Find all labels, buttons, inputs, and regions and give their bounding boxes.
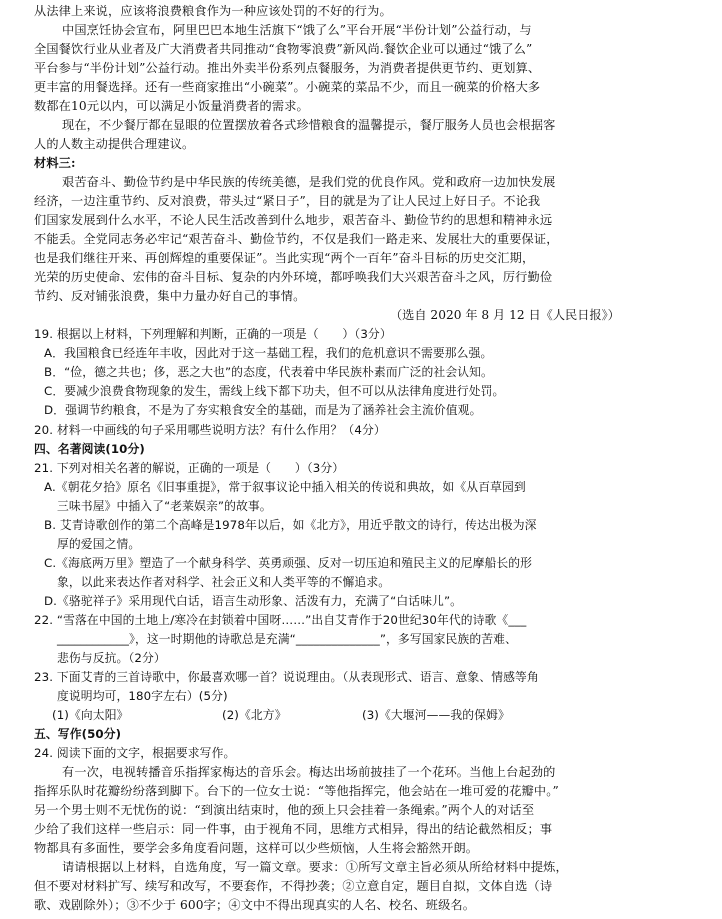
source-citation: （选自 2020 年 8 月 12 日《人民日报》） <box>390 308 620 323</box>
m2-line: 平台参与“半份计划”公益行动。推出外卖半份系列点餐服务，为消费者提供更节约、更划算、 <box>34 61 541 76</box>
q22-line: 悲伤与反抗。（2分） <box>57 650 166 665</box>
q24-line: 歌、戏剧除外）；③不少于 600字；④文中不得出现真实的人名、校名、班级名。 <box>34 898 476 912</box>
q23-line: 度说明均可，180字左右）(5分) <box>57 688 228 703</box>
q24-line: 有一次，电视转播音乐指挥家梅达的音乐会。梅达出场前披挂了一个花环。当他上台起劲的 <box>62 764 556 779</box>
section-5-heading: 五、写作(50分) <box>34 726 122 741</box>
m2-line: 更丰富的用餐选择。还有一些商家推出“小碗菜”。小碗菜的菜品不少，而且一碗菜的价格大多 <box>34 80 541 95</box>
m3-line: 艰苦奋斗、勤俭节约是中华民族的传统美德，是我们党的优良作风。党和政府一边加快发展 <box>62 175 556 190</box>
q22-line: ____________》，这一时期他的诗歌总是充满“______________”，多写国家民族的苦难、 <box>57 631 517 646</box>
q19-option-d: D．强调节约粮食，不是为了夯实粮食安全的基础，而是为了涵养社会主流价值观。 <box>44 403 482 418</box>
m3-line: 也是我们继往开来、再创辉煌的重要保证”。当此实现“两个一百年”奋斗目标的历史交汇期， <box>34 251 535 266</box>
q19-stem: 19. 根据以上材料，下列理解和判断，正确的一项是（ ）（3分） <box>34 327 392 342</box>
section-4-heading: 四、名著阅读(10分) <box>34 441 145 456</box>
q21-option-a-cont: 三味书屋》中插入了“老莱娱亲”的故事。 <box>57 498 272 513</box>
q19-option-b: B．“俭，德之共也；侈，恶之大也”的态度，代表着中华民族朴素而广泛的社会认知。 <box>44 365 493 380</box>
q21-stem: 21. 下列对相关名著的解说，正确的一项是（ ）（3分） <box>34 460 345 475</box>
m3-line: 经济，一边注重节约、反对浪费，带头过“紧日子”，目的就是为了让人民过上好日子。不论我 <box>34 194 541 209</box>
q24-line: 请请根据以上材料，自选角度，写一篇文章。要求：①所写文章主旨必须从所给材料中提炼， <box>62 859 568 874</box>
m3-line: 们国家发展到什么水平，不论人民生活改善到什么地步，艰苦奋斗、勤俭节约的思想和精神永远 <box>34 213 553 228</box>
q20-stem: 20. 材料一中画线的句子采用哪些说明方法？有什么作用？（4分） <box>34 422 386 437</box>
q23-option-2: (2)《北方》 <box>222 707 287 722</box>
q23-option-1: (1)《向太阳》 <box>52 707 129 722</box>
q21-option-c: C.《海底两万里》塑造了一个献身科学、英勇顽强、反对一切压迫和殖民主义的尼摩船长的形 <box>44 555 533 570</box>
q24-stem: 24. 阅读下面的文字，根据要求写作。 <box>34 745 236 760</box>
q24-line: 少给了我们这样一些启示：同一件事，由于视角不同，思维方式相异，得出的结论截然相反；事 <box>34 821 553 836</box>
q21-option-b: B. 艾青诗歌创作的第二个高峰是1978年以后，如《北方》，用近乎散文的诗行，传达出极为深 <box>44 517 537 532</box>
m3-line: 光荣的历史使命、宏伟的奋斗目标、复杂的内外环境，都呼唤我们大兴艰苦奋斗之风，厉行勤俭 <box>34 270 553 285</box>
q23-line: 23. 下面艾青的三首诗歌中，你最喜欢哪一首？说说理由。（从表现形式、语言、意象、情感等角 <box>34 669 539 684</box>
m3-line: 不能丢。全党同志务必牢记“艰苦奋斗、勤俭节约，不仅是我们一路走来、发展壮大的重要保证， <box>34 232 559 247</box>
q21-option-d: D.《骆驼祥子》采用现代白话，语言生动形象、活泼有力，充满了“白话味儿”。 <box>44 593 463 608</box>
m3-line: 节约、反对铺张浪费，集中力量办好自己的事情。 <box>34 289 306 304</box>
q24-line: 指挥乐队时花瓣纷纷落到脚下。台下的一位女士说：“等他指挥完，他会站在一堆可爱的花瓣中。” <box>34 783 559 798</box>
material-3-heading: 材料三: <box>34 156 76 171</box>
q22-line: 22. “雪落在中国的土地上/寒冷在封锁着中国呀……”出自艾青作于20世纪30年代的诗歌《___ <box>34 612 527 627</box>
m2-line: 从法律上来说，应该将浪费粮食作为一种应该处罚的不好的行为。 <box>34 4 392 18</box>
q21-option-c-cont: 象，以此来表达作者对科学、社会正义和人类平等的不懈追求。 <box>57 574 391 589</box>
m2-line: 数都在10元以内，可以满足小饭量消费者的需求。 <box>34 99 309 114</box>
q19-option-c: C．要减少浪费食物现象的发生，需线上线下都下功夫，但不可以从法律角度进行处罚。 <box>44 384 505 399</box>
q19-option-a: A．我国粮食已经连年丰收，因此对于这一基础工程，我们的危机意识不需要那么强。 <box>44 346 493 361</box>
q24-line: 另一个男士则不无忧伤的说：“到演出结束时，他的颈上只会挂着一条绳索。”两个人的对话至 <box>34 802 535 817</box>
q24-line: 物都具有多面性，要学会多角度看问题，这样可以少些烦恼，人生将会豁然开朗。 <box>34 840 479 855</box>
m2-line: 现在，不少餐厅都在显眼的位置摆放着各式珍惜粮食的温馨提示，餐厅服务人员也会根据客 <box>62 118 556 133</box>
m2-line: 人的人数主动提供合理建议。 <box>34 137 195 152</box>
q21-option-a: A.《朝花夕拾》原名《旧事重提》，常于叙事议论中插入相关的传说和典故，如《从百草园到 <box>44 479 526 494</box>
m2-line: 全国餐饮行业从业者及广大消费者共同推动“食物零浪费”新风尚.餐饮企业可以通过“饿了么” <box>34 42 533 56</box>
m2-line: 中国烹饪协会宣布，阿里巴巴本地生活旗下“饿了么”平台开展“半份计划”公益行动，与 <box>62 23 532 37</box>
q23-option-3: (3)《大堰河——我的保姆》 <box>362 707 510 722</box>
q21-option-b-cont: 厚的爱国之情。 <box>57 536 141 551</box>
q24-line: 但不要对材料扩写、续写和改写，不要套作，不得抄袭；②立意自定，题目自拟，文体自选（诗 <box>34 879 553 893</box>
